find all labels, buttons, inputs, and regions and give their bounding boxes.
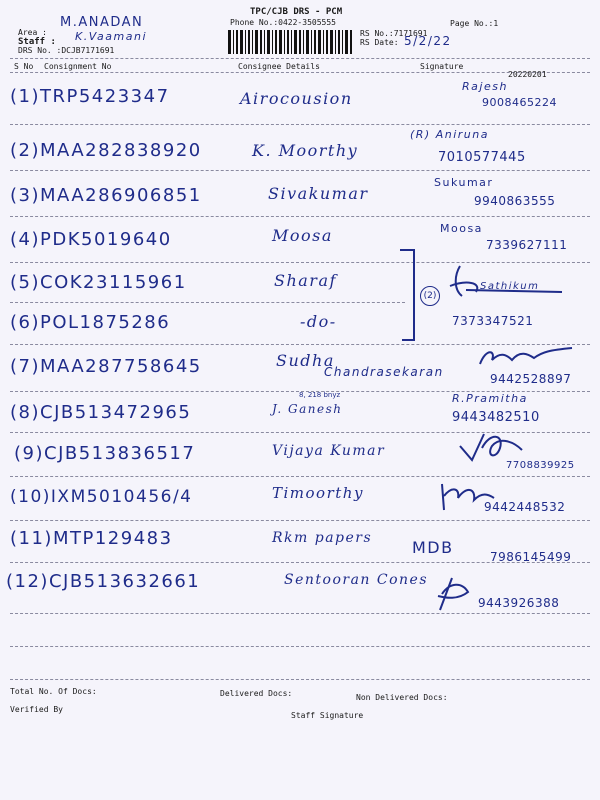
- row-divider: [10, 679, 590, 680]
- row-9-phone: 7708839925: [506, 460, 575, 471]
- area-value: M.ANADAN: [60, 15, 144, 30]
- row-4-receiver: Moosa: [440, 222, 483, 235]
- row-12-signature: [432, 574, 476, 618]
- row-6-phone: 7373347521: [452, 314, 534, 328]
- row-9-consignment: (9)CJB513836517: [14, 443, 196, 464]
- rs-number: RS No.:7171691: [360, 29, 428, 38]
- row-4-consignment: (4)PDK5019640: [10, 229, 172, 250]
- row-11-phone: 7986145499: [490, 550, 572, 564]
- row-8-phone: 9443482510: [452, 410, 540, 425]
- row-3-receiver: Sukumar: [434, 176, 494, 189]
- row-5-consignment: (5)COK23115961: [10, 272, 187, 293]
- barcode: [228, 30, 352, 54]
- row-1-receiver: Rajesh: [462, 80, 508, 93]
- row-8-consignment: (8)CJB513472965: [10, 402, 192, 423]
- verified-by-label: Verified By: [10, 705, 63, 714]
- row-6-consignment: (6)POL1875286: [10, 312, 171, 333]
- column-sno: S No: [14, 62, 34, 71]
- row-divider: [10, 613, 590, 614]
- column-date: 20220201: [508, 70, 547, 79]
- row-2-consignee: K. Moorthy: [252, 141, 359, 160]
- row-8-receiver: R.Pramitha: [452, 392, 528, 405]
- bracket-circle-label: (2): [420, 286, 440, 306]
- page-number: Page No.:1: [450, 19, 499, 28]
- row-7-consignee: Sudha: [276, 351, 335, 370]
- staff-value: K.Vaamani: [75, 30, 147, 43]
- row-2-consignment: (2)MAA282838920: [10, 140, 202, 161]
- document-title: TPC/CJB DRS - PCM: [250, 7, 343, 17]
- row-10-phone: 9442448532: [484, 500, 566, 514]
- row-10-consignee: Timoorthy: [272, 484, 364, 502]
- row-1-consignment: (1)TRP5423347: [10, 86, 170, 107]
- row-3-consignment: (3)MAA286906851: [10, 185, 202, 206]
- row-12-consignment: (12)CJB513632661: [6, 571, 201, 592]
- row-7-receiver: Chandrasekaran: [324, 365, 444, 379]
- row-divider: [10, 216, 590, 217]
- row-2-receiver: (R) Aniruna: [410, 128, 489, 141]
- phone-number: Phone No.:0422-3505555: [230, 18, 336, 27]
- row-3-phone: 9940863555: [474, 194, 556, 208]
- row-7-consignment: (7)MAA287758645: [10, 356, 202, 377]
- row-divider: [10, 344, 590, 345]
- column-consignee: Consignee Details: [238, 62, 320, 71]
- rs-date-value: 5/2/22: [404, 34, 452, 48]
- delivered-docs-label: Delivered Docs:: [220, 689, 293, 698]
- row-11-receiver: MDB: [412, 538, 454, 557]
- row-1-consignee: Airocousion: [240, 89, 353, 108]
- row-10-consignment: (10)IXM5010456/4: [10, 487, 193, 507]
- staff-label: Staff :: [18, 37, 56, 47]
- column-consignment: Consignment No: [44, 62, 112, 71]
- row-8-note: 8, 218 bnyz: [299, 391, 341, 399]
- row-divider: [10, 170, 590, 171]
- total-docs-label: Total No. Of Docs:: [10, 687, 97, 696]
- row-9-consignee: Vijaya Kumar: [272, 443, 386, 459]
- area-label: Area :: [18, 28, 47, 37]
- row-divider: [10, 646, 590, 647]
- column-divider: [10, 72, 590, 73]
- row-divider: [10, 124, 590, 125]
- row-3-consignee: Sivakumar: [268, 184, 369, 203]
- header-divider: [10, 58, 590, 59]
- row-1-phone: 9008465224: [482, 96, 557, 109]
- row-7-phone: 9442528897: [490, 372, 572, 386]
- row-6-consignee: -do-: [300, 312, 337, 331]
- row-divider: [10, 476, 590, 477]
- bracket-mark: [396, 248, 420, 348]
- rs-date-label: RS Date:: [360, 38, 399, 47]
- row-divider: [10, 520, 590, 521]
- non-delivered-docs-label: Non Delivered Docs:: [356, 693, 448, 702]
- row-divider: [10, 302, 405, 303]
- row-8-consignee: J. Ganesh: [272, 402, 343, 416]
- row-12-consignee: Sentooran Cones: [284, 572, 429, 588]
- drs-number: DRS No. :DCJB7171691: [18, 46, 115, 55]
- staff-signature-label: Staff Signature: [291, 711, 364, 720]
- row-11-consignment: (11)MTP129483: [10, 528, 173, 549]
- row-2-phone: 7010577445: [438, 150, 526, 165]
- row-6-receiver: Sathikum: [480, 281, 540, 292]
- row-4-consignee: Moosa: [272, 226, 333, 245]
- row-11-consignee: Rkm papers: [272, 530, 373, 546]
- row-5-consignee: Sharaf: [274, 271, 337, 290]
- column-signature: Signature: [420, 62, 464, 71]
- row-4-phone: 7339627111: [486, 238, 568, 252]
- row-divider: [10, 562, 590, 563]
- row-12-phone: 9443926388: [478, 596, 560, 610]
